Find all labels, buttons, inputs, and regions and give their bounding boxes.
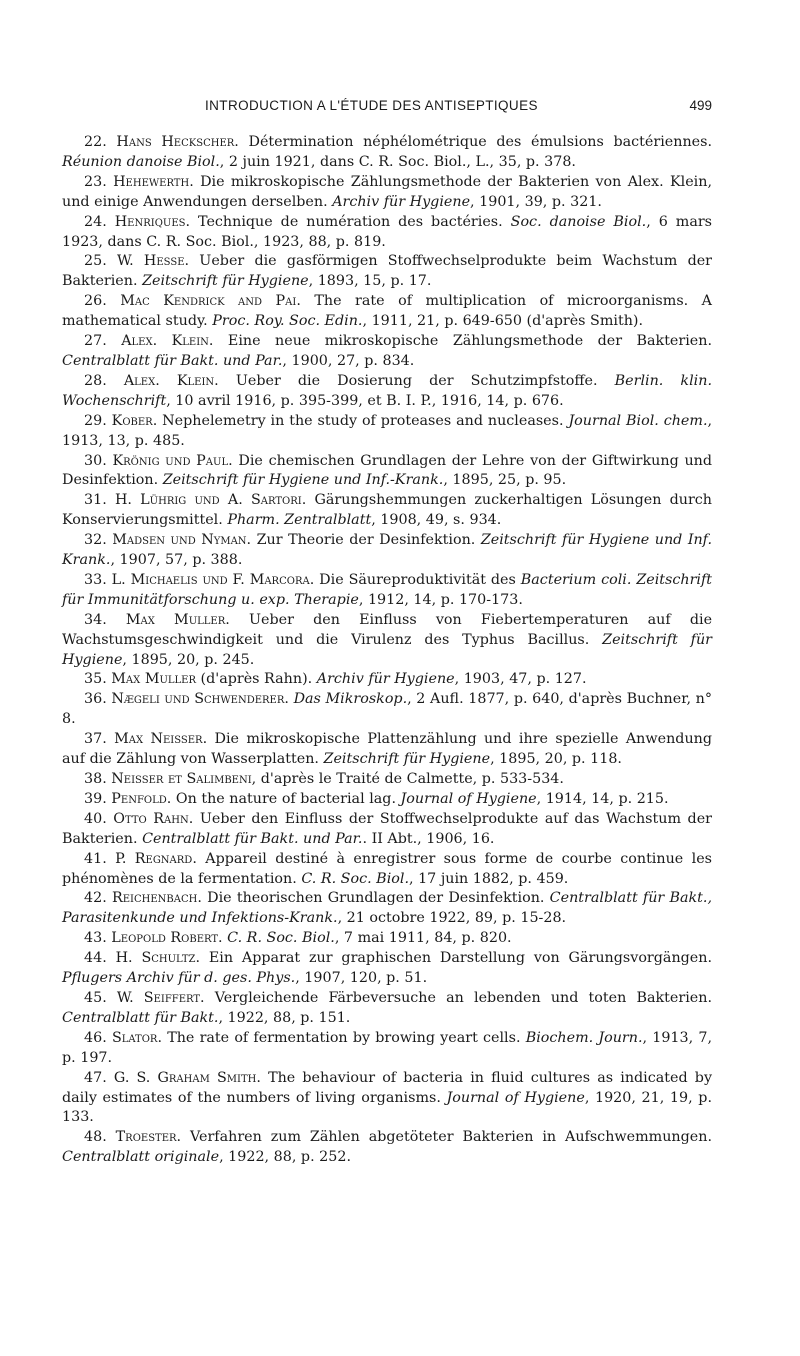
reference-number: 47. <box>84 1069 107 1086</box>
reference-number: 30. <box>84 452 107 469</box>
reference-author: L. Michaelis und F. Marcora. <box>111 571 315 588</box>
reference-author: Penfold. <box>111 790 172 807</box>
reference-journal: Zeitschrift für Hygiene <box>62 631 713 668</box>
reference-entry <box>62 452 712 492</box>
reference-author: Alex. Klein. <box>121 333 214 350</box>
reference-author: H. Lührig und A. Sartori. <box>114 492 307 509</box>
reference-details: , 1912, 14, p. 170-173. <box>358 591 523 608</box>
reference-details: , 2 juin 1921, dans C. R. Soc. Biol., L., 35, p. 378. <box>219 153 576 170</box>
reference-author: Otto Rahn. <box>113 810 194 827</box>
reference-details: , 1920, 21, 19, p. 133. <box>62 1089 713 1126</box>
reference-title: Appareil destiné à enregistrer sous forme de courbe continue les phénomènes de la fermentation. <box>62 850 712 887</box>
reference-journal: Archiv für Hygiene <box>332 193 471 210</box>
reference-author: Nægeli und Schwenderer. <box>111 691 289 708</box>
reference-journal: C. R. Soc. Biol. <box>301 870 409 887</box>
reference-journal: Zeitschrift für Hygiene und Inf.-Krank. <box>162 472 444 489</box>
reference-details: , 1911, 21, p. 649-650 (d'après Smith). <box>362 313 644 330</box>
reference-entry <box>62 571 712 611</box>
reference-journal: Proc. Roy. Soc. Edin. <box>212 313 363 330</box>
reference-title: Ueber den Einfluss von Fiebertemperaturen auf die Wachstumsgeschwindigkeit und die Virulenz des Typhus Bacillus. <box>62 611 713 648</box>
running-head: INTRODUCTION A L'ÉTUDE DES ANTISEPTIQUES <box>205 98 538 113</box>
reference-entry <box>62 173 712 213</box>
reference-title: The rate of fermentation by browing yeart cells. <box>167 1029 521 1046</box>
reference-author: Max Neisser. <box>114 731 208 748</box>
reference-details: , 1922, 88, p. 252. <box>219 1149 351 1166</box>
reference-journal: C. R. Soc. Biol. <box>227 930 335 947</box>
reference-entry <box>62 1128 712 1168</box>
reference-number: 45. <box>84 989 107 1006</box>
reference-entry <box>62 611 712 671</box>
reference-details: , 1895, 20, p. 245. <box>122 651 255 668</box>
reference-journal: Centralblatt für Bakt. und Par. <box>62 352 283 369</box>
reference-journal: Journal of Hygiene <box>400 790 537 807</box>
reference-journal: Biochem. Journ. <box>525 1029 643 1046</box>
reference-entry <box>62 989 712 1029</box>
reference-entry <box>62 1069 712 1129</box>
reference-details: , 1901, 39, p. 321. <box>470 193 602 210</box>
reference-entry <box>62 531 712 571</box>
reference-number: 37. <box>84 731 107 748</box>
reference-author: Kober. <box>111 412 158 429</box>
reference-title: Détermination néphélométrique des émulsions bactériennes. <box>248 134 713 150</box>
reference-entry <box>62 332 712 372</box>
reference-entry <box>62 292 712 332</box>
reference-author: Henriques. <box>114 213 191 230</box>
reference-title: Die Säureproduktivität des <box>319 571 516 588</box>
page-number: 499 <box>689 98 712 113</box>
page-header <box>0 98 800 122</box>
reference-number: 44. <box>84 950 107 967</box>
reference-number: 42. <box>84 890 107 907</box>
reference-title: Ein Apparat zur graphischen Darstellung von Gärungsvorgängen. <box>208 950 713 967</box>
reference-number: 26. <box>84 293 107 310</box>
reference-title: Ueber den Einfluss der Stoffwechselprodukte auf das Wachstum der Bakterien. <box>62 810 712 847</box>
reference-title: Gärungshemmungen zuckerhaltigen Lösungen durch Konservierungsmittel. <box>62 492 713 529</box>
reference-details: , 6 mars 1923, dans C. R. Soc. Biol., 1923, 88, p. 819. <box>62 213 713 250</box>
reference-author: Mac Kendrick and Pai. <box>120 293 301 310</box>
reference-entry <box>62 850 712 890</box>
reference-title: Nephelemetry in the study of proteases and nucleases. <box>162 412 564 429</box>
reference-details: , 1895, 20, p. 118. <box>490 751 622 768</box>
reference-journal: Réunion danoise Biol. <box>62 153 220 170</box>
reference-journal: Zeitschrift für Hygiene <box>142 273 309 290</box>
reference-number: 40. <box>84 810 107 827</box>
reference-details: , 1900, 27, p. 834. <box>282 352 415 369</box>
reference-title: Vergleichende Färbeversuche an lebenden und toten Bakterien. <box>214 989 712 1006</box>
reference-title: Verfahren zum Zählen abgetöteter Bakterien in Aufschwemmungen. <box>190 1129 712 1146</box>
reference-journal: Soc. danoise Biol. <box>510 213 647 230</box>
reference-entry <box>62 252 712 292</box>
reference-entry <box>62 1029 712 1069</box>
reference-journal: Archiv für Hygiene <box>316 671 455 688</box>
reference-author: W. Seiffert. <box>116 989 205 1006</box>
reference-title: Die mikroskopische Zählungsmethode der Bakterien von Alex. Klein, und einige Anwendungen derselben. <box>62 173 713 210</box>
reference-author: Hehewerth. <box>113 173 194 190</box>
reference-number: 35. <box>84 671 107 688</box>
reference-entry <box>62 810 712 850</box>
reference-number: 48. <box>84 1129 107 1146</box>
reference-entry <box>62 670 712 690</box>
reference-number: 23. <box>84 173 107 190</box>
reference-entry <box>62 412 712 452</box>
reference-number: 33. <box>84 571 107 588</box>
reference-details: , 10 avril 1916, p. 395-399, et B. I. P., 1916, 14, p. 676. <box>166 392 564 409</box>
reference-journal: Pharm. Zentralblatt <box>227 512 372 529</box>
reference-entry <box>62 690 712 730</box>
reference-title: The rate of multiplication of microorganisms. A mathematical study. <box>62 293 713 330</box>
reference-journal: Berlin. klin. Wochenschrift <box>62 372 712 409</box>
reference-number: 28. <box>84 372 107 389</box>
reference-title: Die theorischen Grundlagen der Desinfektion. <box>207 890 545 907</box>
reference-entry <box>62 491 712 531</box>
reference-number: 43. <box>84 930 107 947</box>
reference-author: Max Muller <box>111 671 196 688</box>
reference-details: , 1922, 88, p. 151. <box>218 1009 351 1026</box>
reference-title: Die chemischen Grundlagen der Lehre von der Giftwirkung und Desinfektion. <box>62 452 713 489</box>
reference-number: 34. <box>84 611 107 628</box>
reference-details: , 1903, 47, p. 127. <box>454 671 587 688</box>
reference-details: , 1913, 7, p. 197. <box>62 1029 712 1066</box>
reference-entry <box>62 133 712 173</box>
reference-title: Die mikroskopische Plattenzählung und ihre spezielle Anwendung auf die Zählung von Wasserplatten. <box>62 731 713 768</box>
reference-author: Madsen und Nyman. <box>112 532 252 549</box>
reference-author: P. Regnard. <box>115 850 197 867</box>
reference-journal: Zeitschrift für Hygiene <box>323 751 491 768</box>
reference-author: Hans Heckscher. <box>116 134 239 150</box>
reference-entry <box>62 770 712 790</box>
reference-details: , 1895, 25, p. 95. <box>443 472 567 489</box>
reference-number: 41. <box>84 850 107 867</box>
reference-journal: Journal of Hygiene <box>446 1089 585 1106</box>
reference-entry <box>62 213 712 253</box>
reference-journal: Centralblatt für Bakt., Parasitenkunde und Infektions-Krank. <box>62 890 712 927</box>
reference-details: . II Abt., 1906, 16. <box>362 830 495 847</box>
reference-number: 22. <box>84 134 107 150</box>
reference-title: Zur Theorie der Desinfektion. <box>256 532 476 549</box>
reference-details: , 17 juin 1882, p. 459. <box>409 870 569 887</box>
reference-entry <box>62 889 712 929</box>
reference-number: 38. <box>84 771 107 787</box>
reference-title: The behaviour of bacteria in fluid cultures as indicated by daily estimates of the numbers of living organisms. <box>62 1069 713 1106</box>
reference-number: 39. <box>84 790 107 807</box>
reference-journal: Zeitschrift für Hygiene und Inf. Krank. <box>62 532 713 569</box>
reference-number: 24. <box>84 213 107 230</box>
reference-title: Technique de numération des bactéries. <box>198 213 503 230</box>
reference-title: d'après le Traité de Calmette, p. 533-534. <box>260 771 564 787</box>
reference-author: Slator. <box>111 1029 162 1046</box>
reference-author: Leopold Robert. <box>111 930 223 947</box>
reference-author: H. Schultz. <box>115 950 201 967</box>
reference-author: G. S. Graham Smith. <box>113 1069 261 1086</box>
reference-number: 32. <box>84 532 107 549</box>
reference-details: , 1913, 13, p. 485. <box>62 412 713 449</box>
reference-entry <box>62 372 712 412</box>
reference-journal: Das Mikroskop. <box>293 691 408 708</box>
reference-details: , 1907, 120, p. 51. <box>295 970 428 987</box>
reference-title: Ueber die Dosierung der Schutzimpfstoffe. <box>235 372 598 389</box>
reference-details: , 1907, 57, p. 388. <box>110 552 243 569</box>
reference-journal: Centralblatt für Bakt. <box>62 1009 219 1026</box>
reference-number: 25. <box>84 253 107 270</box>
reference-details: , 2 Aufl. 1877, p. 640, d'après Buchner, n° 8. <box>62 691 712 728</box>
reference-entry <box>62 929 712 949</box>
reference-title: On the nature of bacterial lag. <box>175 790 396 807</box>
reference-journal: Bacterium coli. Zeitschrift für Immunitätforschung u. exp. Therapie <box>62 571 713 608</box>
reference-number: 29. <box>84 412 107 429</box>
reference-journal: Journal Biol. chem. <box>568 412 708 429</box>
reference-author: W. Hesse. <box>116 253 190 270</box>
reference-number: 27. <box>84 333 107 350</box>
reference-journal: Pflugers Archiv für d. ges. Phys. <box>62 970 296 987</box>
reference-author: Alex. Klein. <box>123 372 219 389</box>
reference-journal: Centralblatt originale <box>62 1149 220 1166</box>
reference-author: Troester. <box>115 1129 182 1146</box>
reference-author: Krönig und Paul. <box>112 452 233 469</box>
reference-details: , 1908, 49, s. 934. <box>371 512 502 529</box>
reference-entry <box>62 790 712 810</box>
reference-title: Ueber die gasförmigen Stoffwechselprodukte beim Wachstum der Bakterien. <box>62 253 713 290</box>
reference-author: Max Muller. <box>125 611 230 628</box>
reference-details: , 1893, 15, p. 17. <box>308 273 432 290</box>
reference-details: , 7 mai 1911, 84, p. 820. <box>334 930 512 947</box>
reference-list <box>62 133 712 1168</box>
reference-number: 31. <box>84 492 107 509</box>
reference-author: Neisser et Salimbeni, <box>111 771 257 787</box>
reference-title: (d'après Rahn). <box>200 671 313 688</box>
reference-entry <box>62 730 712 770</box>
reference-details: , 1914, 14, p. 215. <box>536 790 669 807</box>
reference-entry <box>62 949 712 989</box>
reference-author: Reichenbach. <box>111 890 202 907</box>
reference-number: 36. <box>84 691 107 708</box>
reference-number: 46. <box>84 1029 107 1046</box>
reference-details: , 21 octobre 1922, 89, p. 15-28. <box>337 910 567 927</box>
reference-journal: Centralblatt für Bakt. und Par. <box>142 830 363 847</box>
reference-title: Eine neue mikroskopische Zählungsmethode der Bakterien. <box>227 333 713 350</box>
